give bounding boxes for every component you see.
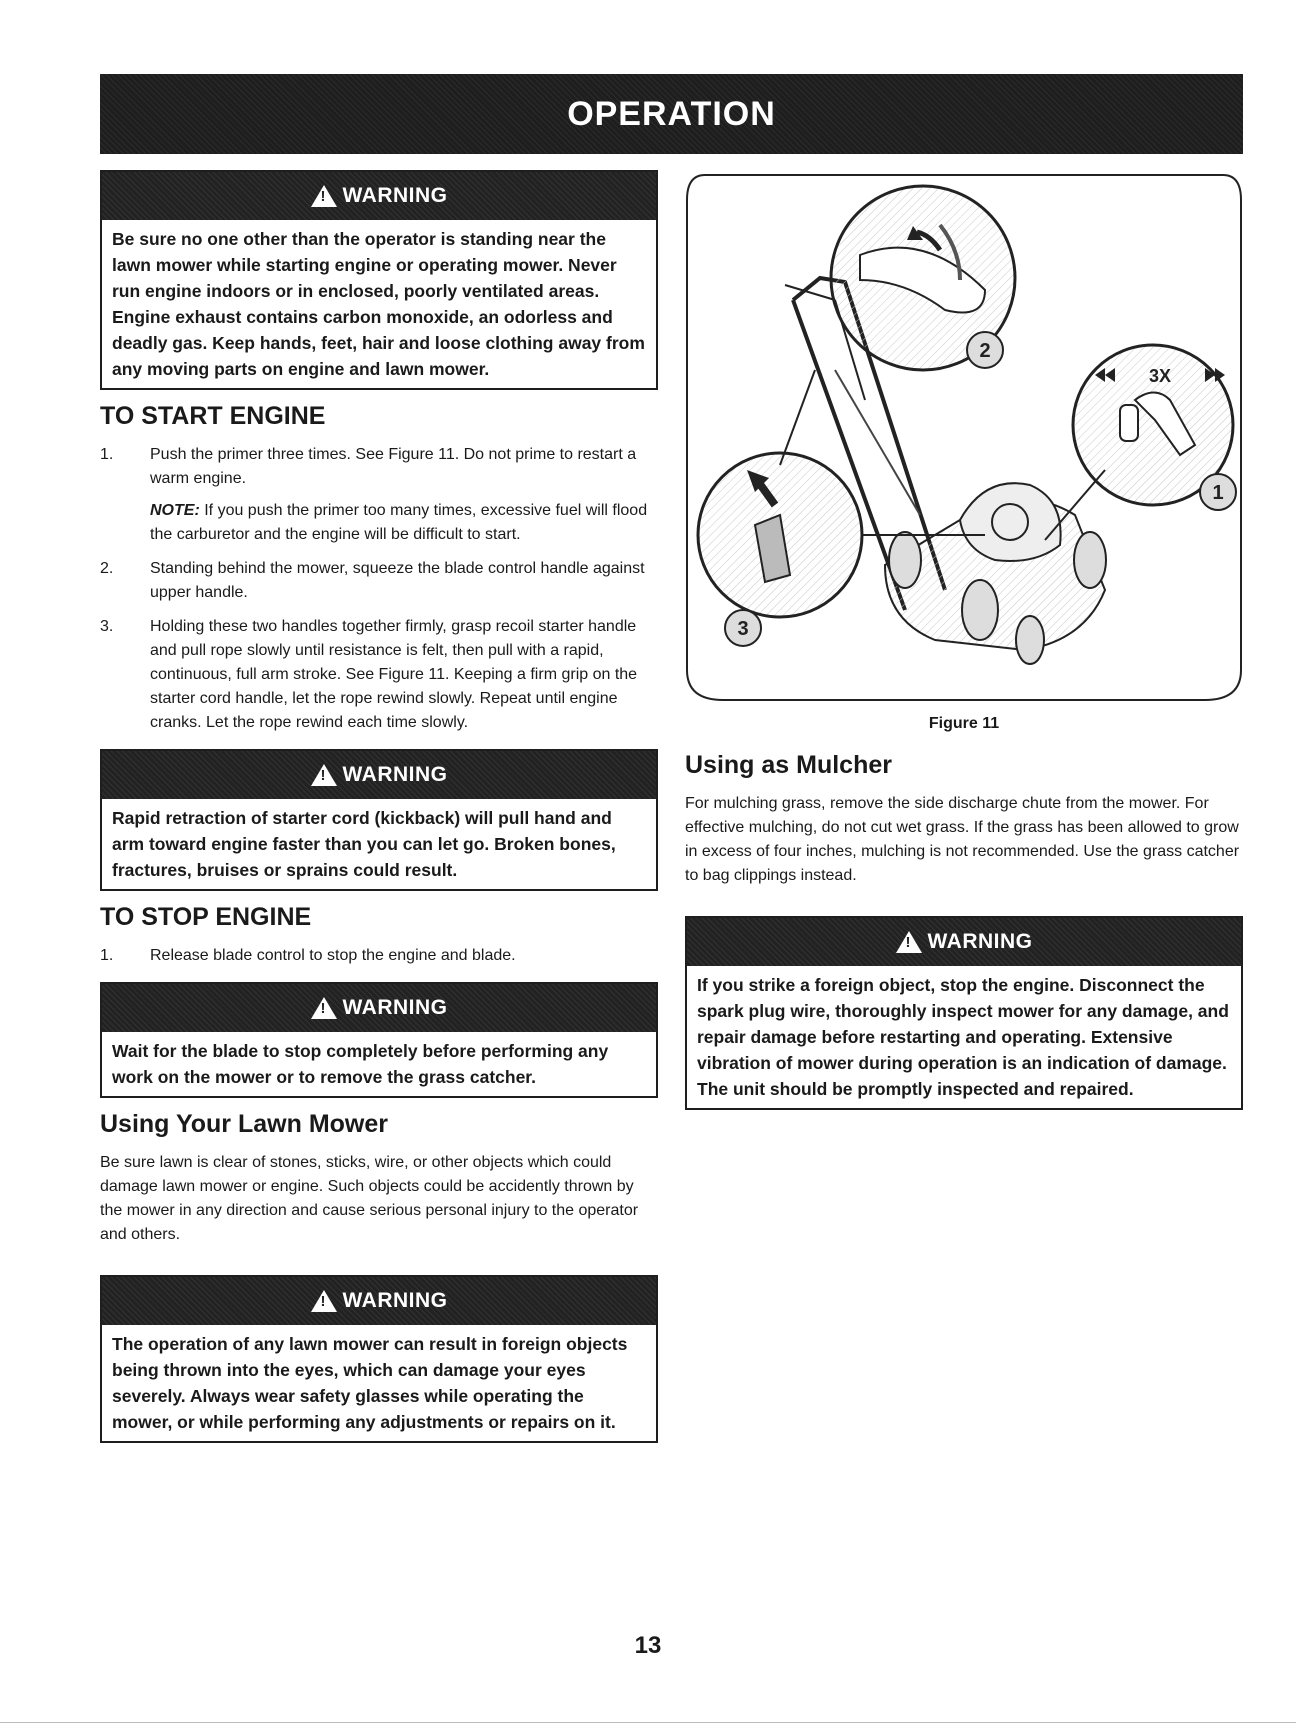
step-text: Push the primer three times. See Figure 11. Do not prime to restart a warm engine.	[150, 446, 637, 487]
note-label: NOTE:	[150, 502, 200, 519]
list-item	[100, 944, 658, 968]
note	[150, 499, 658, 547]
warning-header	[102, 751, 656, 799]
warning-triangle-icon	[311, 764, 337, 786]
warning-label: WARNING	[342, 184, 448, 207]
primer-count-label: 3X	[1148, 366, 1172, 386]
warning-text: The operation of any lawn mower can result in foreign objects being thrown into the eyes, which can damage your eyes severely. Always wear safety glasses while operating the mower, or while performing any adjustments or repairs on it.	[112, 1334, 628, 1432]
step-number: 1.	[100, 947, 114, 964]
callout-number: 3	[737, 618, 749, 640]
stop-engine-steps	[100, 944, 658, 968]
warning-box-blade	[100, 982, 658, 1098]
section-banner	[100, 74, 1243, 154]
warning-box-foreign-object	[685, 916, 1243, 1110]
bottom-rule	[0, 1722, 1296, 1723]
page-number: 13	[634, 1632, 662, 1659]
figure-caption: Figure 11	[928, 715, 1000, 732]
note-text: If you push the primer too many times, excessive fuel will flood the carburetor and the engine will be difficult to start.	[150, 502, 648, 543]
figure-11	[685, 170, 1243, 705]
warning-header	[102, 1277, 656, 1325]
step-number: 1.	[100, 446, 114, 463]
using-lawn-mower-heading: Using Your Lawn Mower	[100, 1110, 388, 1138]
step-text: Holding these two handles together firmly, grasp recoil starter handle and pull rope slowly until resistance is felt, then pull with a rapid, continuous, full arm stroke. See Figure 11. Keeping a firm grip on the starter cord handle, let the rope rewind slowly. Repeat until engine cranks. Let the rope rewind each time slowly.	[150, 618, 638, 731]
section-title: OPERATION	[567, 94, 776, 133]
warning-triangle-icon	[311, 1290, 337, 1312]
warning-box-eyes	[100, 1275, 658, 1443]
list-item	[100, 615, 658, 735]
warning-box-kickback	[100, 749, 658, 891]
warning-triangle-icon	[896, 931, 922, 953]
warning-label: WARNING	[342, 996, 448, 1019]
right-column	[685, 170, 1243, 1122]
warning-label: WARNING	[927, 930, 1033, 953]
warning-triangle-icon	[311, 185, 337, 207]
lawn-mower-illustration	[685, 170, 1243, 705]
warning-label: WARNING	[342, 763, 448, 786]
callout-badge-2	[967, 332, 1003, 368]
warning-header	[102, 984, 656, 1032]
warning-text: Wait for the blade to stop completely before performing any work on the mower or to remove the grass catcher.	[112, 1041, 609, 1087]
step-number: 3.	[100, 618, 114, 635]
mulcher-heading: Using as Mulcher	[685, 751, 892, 779]
warning-label: WARNING	[342, 1289, 448, 1312]
start-engine-steps	[100, 443, 658, 491]
stop-engine-heading: TO STOP ENGINE	[100, 903, 312, 931]
using-lawn-mower-text: Be sure lawn is clear of stones, sticks, wire, or other objects which could damage lawn mower or engine. Such objects could be accidently thrown by the mower in any direction and cause serious personal injury to the operator and others.	[100, 1154, 639, 1243]
step-text: Standing behind the mower, squeeze the blade control handle against upper handle.	[150, 560, 645, 601]
callout-badge-1	[1200, 474, 1236, 510]
warning-header	[102, 172, 656, 220]
warning-header	[687, 918, 1241, 966]
warning-triangle-icon	[311, 997, 337, 1019]
warning-box-start	[100, 170, 658, 390]
list-item	[100, 557, 658, 605]
start-engine-heading: TO START ENGINE	[100, 402, 326, 430]
start-engine-steps-cont	[100, 557, 658, 735]
step-number: 2.	[100, 560, 114, 577]
warning-text: Be sure no one other than the operator is standing near the lawn mower while starting engine or operating mower. Never run engine indoors or in enclosed, poorly ventilated areas. Engine exhaust contains carbon monoxide, an odorless and deadly gas. Keep hands, feet, hair and loose clothing away from any moving parts on engine and lawn mower.	[112, 229, 645, 379]
mulcher-text: For mulching grass, remove the side discharge chute from the mower. For effective mulching, do not cut wet grass. If the grass has been allowed to grow in excess of four inches, mulching is not recommended. Use the grass catcher to bag clippings instead.	[685, 795, 1240, 884]
warning-text: If you strike a foreign object, stop the engine. Disconnect the spark plug wire, thoroughly inspect mower for any damage, and repair damage before restarting and operating. Extensive vibration of mower during operation is an indication of damage. The unit should be promptly inspected and repaired.	[697, 975, 1229, 1099]
step-text: Release blade control to stop the engine and blade.	[150, 947, 516, 964]
left-column	[100, 170, 658, 1455]
warning-text: Rapid retraction of starter cord (kickback) will pull hand and arm toward engine faster than you can let go. Broken bones, fractures, bruises or sprains could result.	[112, 808, 616, 880]
callout-number: 1	[1212, 482, 1224, 504]
callout-badge-3	[725, 610, 761, 646]
callout-number: 2	[979, 340, 991, 362]
list-item	[100, 443, 658, 491]
